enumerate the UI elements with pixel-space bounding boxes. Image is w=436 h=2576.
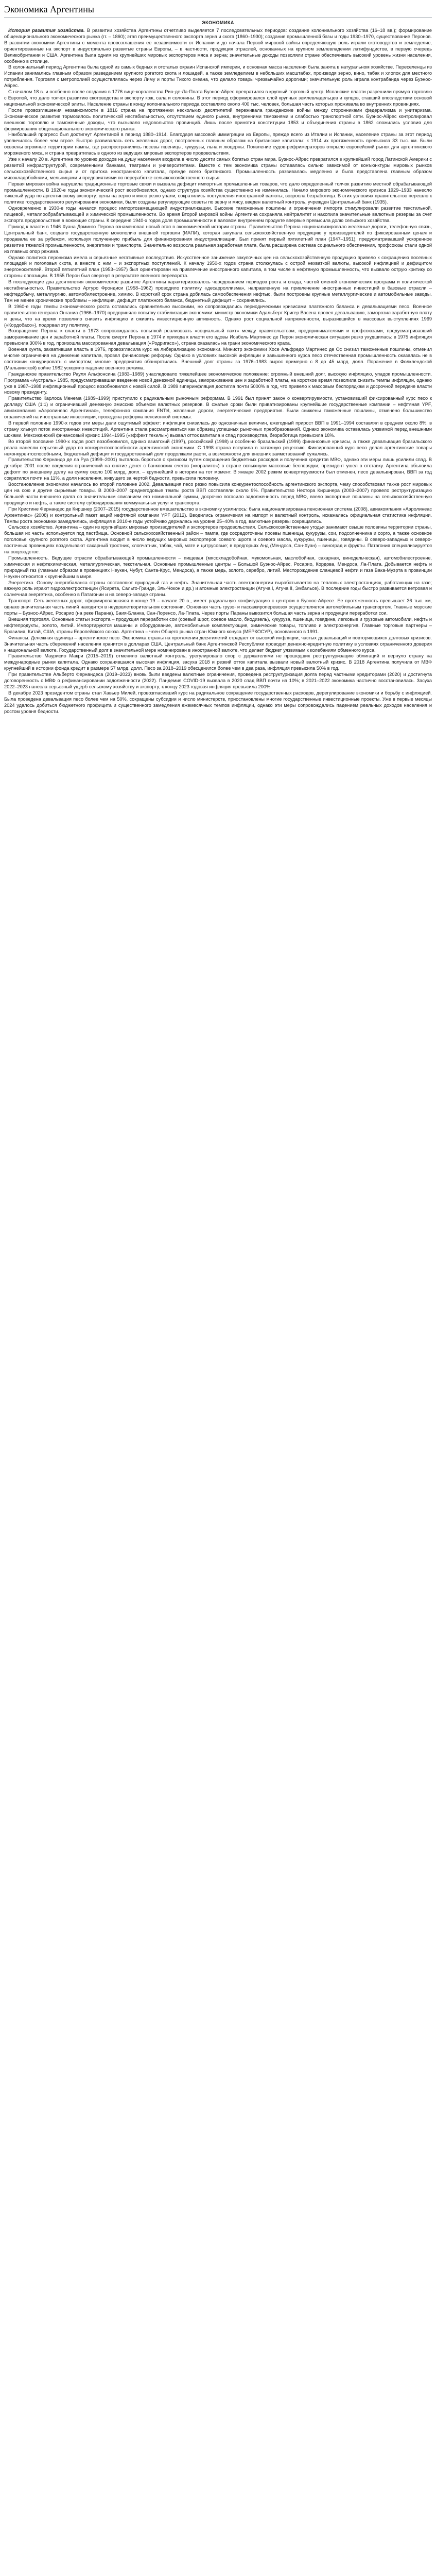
body-paragraph: Гражданское правительство Рауля Альфонсина (1983–1989) унаследовало тяжелейшее экономическое положение: огромный внешний долг, высокую инфляцию, упадок промышленности. Программа «Аустраль» 1985, предусматривавшая введение новой денежной единицы, замораживание цен и заработной платы, на короткое время позволила снизить темпы инфляции, однако уже в 1987–1988 инфляционный процесс возобновился с новой силой. В 1989 гиперинфляция достигла почти 5000% в год, что привело к массовым беспорядкам и досрочной передаче власти новому президенту. — [4, 371, 432, 395]
body-paragraph: Уже к началу 20 в. Аргентина по уровню доходов на душу населения входила в число десяти самых богатых стран мира. Буэнос-Айрес превратился в крупнейший город Латинской Америки с развитой инфраструктурой, современными банками, театрами и университетами. Вместе с тем экономика страны оставалась сильно зависимой от конъюнктуры мировых рынков сельскохозяйственного сырья и от притока иностранного капитала, прежде всего британского. Промышленность развивалась медленно и была представлена главным образом мясохладобойнями, мельницами и предприятиями по переработке сельскохозяйственного сырья. — [4, 157, 432, 180]
body-paragraph: Промышленность. Ведущие отрасли обрабатывающей промышленности – пищевая (мясохладобойная, мукомольная, маслобойная, сахарная, винодельческая), автомобилестроение, химическая и нефтехимическая, металлургическая, текстильная. Основные промышленные центры – Большой Буэнос-Айрес, Росарио, Кордова, Мендоса, Ла-Плата. Добывается нефть и природный газ (главным образом в провинциях Неукен, Чубут, Санта-Крус, Мендоса), а также медь, золото, серебро, литий. Месторождение сланцевой нефти и газа Вака-Муэрта в провинции Неукен относится к крупнейшим в мире. — [4, 555, 432, 579]
body-paragraph: Возвращение Перона к власти в 1973 сопровождалось попыткой реализовать «социальный пакт» между правительством, предпринимателями и профсоюзами, предусматривавший замораживание цен и заработной платы. После смерти Перона в 1974 и прихода к власти его вдовы Исабель Мартинес де Перон экономическая ситуация резко ухудшилась: в 1975 инфляция превысила 300% в год, произошла массированная девальвация («Родригасо»), страна оказалась на грани экономического краха. — [4, 328, 432, 346]
section-heading: ЭКОНОМИКА — [202, 20, 234, 25]
body-paragraph: Наибольший прогресс был достигнут Аргентиной в период 1880–1914. Благодаря массовой иммиграции из Европы, прежде всего из Италии и Испании, население страны за этот период увеличилось более чем втрое. Быстро развивалась сеть железных дорог, построенных главным образом на британские капиталы: к 1914 их протяженность превысила 33 тыс. км. Были освоены огромные территории пампы, где распространились посевы пшеницы, кукурузы, льна и люцерны. Появление судов-рефрижераторов открыло европейский рынок для аргентинского мороженого мяса, и страна превратилась в одного из ведущих мировых экспортеров продовольствия. — [4, 132, 432, 156]
body-paragraph: В декабре 2023 президентом страны стал Хавьер Милей, провозгласивший курс на радикальное сокращение государственных расходов, дерегулирование экономики и борьбу с инфляцией. Была проведена девальвация песо более чем на 50%, сокращены субсидии и число министерств, приостановлены многие государственные инвестиционные проекты. Уже в первые месяцы 2024 удалось добиться бюджетного профицита и существенного замедления ежемесячных темпов инфляции, однако эти меры сопровождались падением реальных доходов населения и ростом уровня бедности. — [4, 690, 432, 714]
body-paragraph: Однако политика перонизма имела и серьезные негативные последствия. Искусственное занижение закупочных цен на сельскохозяйственную продукцию привело к сокращению посевных площадей и поголовья скота, а вместе с ним – и экспортных поступлений. К началу 1950-х годов страна столкнулась с острой нехваткой валюты, высокой инфляцией и дефицитом энергоносителей. Второй пятилетний план (1953–1957) был ориентирован на привлечение иностранного капитала, в том числе в нефтяную промышленность, что вызвало острую критику со стороны оппозиции. В 1955 Перон был свергнут в результате военного переворота. — [4, 255, 432, 279]
body-paragraph: В 1960-е годы темпы экономического роста оставались сравнительно высокими, но сопровождались периодическими кризисами платежного баланса и девальвациями песо. Военное правительство генерала Онганиа (1966–1970) предприняло попытку стабилизации экономики: министр экономики Адальберт Кригер Васена провел девальвацию, заморозил заработную плату и цены, что на время позволило снизить инфляцию и оживить инвестиционную активность. Однако рост социальной напряженности, выразившийся в массовых выступлениях 1969 («Кордобасо»), подорвал эту политику. — [4, 303, 432, 328]
body-paragraph: С началом 18 в. и особенно после создания в 1776 вице-королевства Рио-де-Ла-Плата Буэнос-Айрес превратился в крупный торговый центр. Испанские власти разрешили прямую торговлю с Европой, что дало толчок развитию скотоводства и экспорту кож, сала и солонины. В этот период сформировался слой крупных землевладельцев и купцов, ставший впоследствии основой национальной экономической элиты. Население страны к концу колониального периода составляло около 400 тыс. человек, большая часть которых проживала во внутренних провинциях. — [4, 89, 432, 107]
intro-paragraph — [4, 28, 432, 64]
body-paragraph: Правительство Маурисио Макри (2015–2019) отменило валютный контроль, урегулировало спор с держателями не прошедших реструктуризацию облигаций и вернуло страну на международные рынки капитала. Однако сохранявшаяся высокая инфляция, засуха 2018 и резкий отток капитала вызвали новый валютный кризис. В 2018 Аргентина получила от МВФ крупнейший в истории фонда кредит в размере 57 млрд. долл. Песо за 2018–2019 обесценился более чем в два раза, инфляция превысила 50% в год. — [4, 653, 432, 671]
body-paragraph: Одновременно в 1930-е годы начался процесс импортозамещающей индустриализации. Высокие таможенные пошлины и ограничения импорта стимулировали развитие текстильной, пищевой, металлообрабатывающей и химической промышленности. Во время Второй мировой войны Аргентина сохраняла нейтралитет и накопила значительные валютные резервы за счет экспорта продовольствия в воюющие страны. К середине 1940-х годов доля промышленности в валовом внутреннем продукте впервые превысила долю сельского хозяйства. — [4, 206, 432, 224]
body-paragraph: Сельское хозяйство. Аргентина – один из крупнейших мировых производителей и экспортеров продовольствия. Сельскохозяйственные угодья занимают свыше половины территории страны, большая их часть используется под пастбища. Основной сельскохозяйственный район – пампа, где сосредоточены посевы пшеницы, кукурузы, сои, подсолнечника и сорго, а также основное поголовье крупного рогатого скота. Аргентина входит в число ведущих мировых экспортеров соевого шрота и соевого масла, кукурузы, пшеницы, говядины. В северо-западных и северо-восточных провинциях возделывают сахарный тростник, хлопчатник, табак, чай, мате и цитрусовые; в предгорьях Анд (Мендоса, Сан-Хуан) – виноград и фрукты. Патагония специализируется на овцеводстве. — [4, 524, 432, 555]
body-paragraph: При правительстве Альберто Фернандеса (2019–2023) вновь были введены валютные ограничения, проведена реструктуризация долга перед частными кредиторами (2020) и достигнута договоренность с МВФ о рефинансировании задолженности (2022). Пандемия COVID-19 вызвала в 2020 спад ВВП почти на 10%; в 2021–2022 экономика частично восстановилась. Засуха 2022–2023 нанесла серьезный ущерб сельскому хозяйству и экспорту; к концу 2023 годовая инфляция превысила 200%. — [4, 672, 432, 689]
body-paragraph: В последующие два десятилетия экономическое развитие Аргентины характеризовалось чередованием периодов роста и спада, частой сменой экономических программ и политической нестабильностью. Правительство Артуро Фрондиси (1958–1962) проводило политику «десарроллизма», направленную на привлечение иностранных инвестиций в базовые отрасли – нефтедобычу, металлургию, автомобилестроение, химию. В короткий срок страна добилась самообеспечения нефтью, были построены крупные металлургические и автомобильные заводы. Тем не менее хронические проблемы – инфляция, дефицит платежного баланса, бюджетный дефицит – сохранялись. — [4, 279, 432, 303]
body-paragraph: В первой половине 1990-х годов эти меры дали ощутимый эффект: инфляция снизилась до однозначных величин, ежегодный прирост ВВП в 1991–1994 составлял в среднем около 8%, в страну хлынул поток иностранных инвестиций. Аргентина стала рассматриваться как образец успешных рыночных преобразований. Однако экономика оставалась уязвимой перед внешними шоками. Мексиканский финансовый кризис 1994–1995 («эффект текилы») вызвал отток капитала и спад производства, безработица превысила 18%. — [4, 420, 432, 438]
page-title: Экономика Аргентины — [4, 4, 94, 14]
title-divider — [4, 17, 432, 18]
body-paragraph: Транспорт. Сеть железных дорог, сформировавшаяся в конце 19 – начале 20 в., имеет радиальную конфигурацию с центром в Буэнос-Айресе. Ее протяженность превышает 36 тыс. км, однако значительная часть линий находится в неудовлетворительном состоянии. Основная часть грузо- и пассажироперевозок осуществляется автомобильным транспортом. Главные морские порты – Буэнос-Айрес, Росарио (на реке Парана), Баия-Бланка, Сан-Лоренсо, Ла-Плата. Через порты Параны вывозится большая часть зерна и продукции переработки сои. — [4, 598, 432, 616]
body-paragraph: В колониальный период Аргентина была одной из самых бедных и отсталых окраин Испанской империи, и основная масса населения была занята в натуральном хозяйстве. Переселенцы из Испании занимались главным образом разведением крупного рогатого скота и лошадей, а также земледелием в небольших масштабах, производя зерно, вино, табак и хлопок для местного потребления. Торговля с метрополией осуществлялась через Лиму и порты Тихого океана, что делало товары чрезвычайно дорогими; значительную роль играла контрабанда через Буэнос-Айрес. — [4, 64, 432, 89]
body-paragraph: Восстановление экономики началось во второй половине 2002. Девальвация песо резко повысила конкурентоспособность аргентинского экспорта, чему способствовал также рост мировых цен на сою и другие сырьевые товары. В 2003–2007 среднегодовые темпы роста ВВП составляли около 9%. Правительство Нестора Киршнера (2003–2007) провело реструктуризацию большей части внешнего долга со значительным списанием его номинальной суммы, досрочно погасило задолженность перед МВФ, ввело экспортные пошлины на сельскохозяйственную продукцию и нефть, а также систему субсидирования коммунальных услуг и транспорта. — [4, 482, 432, 505]
intro-lead: История развития хозяйства. — [8, 28, 85, 33]
body-paragraph: Правительство Карлоса Менема (1989–1999) приступило к радикальным рыночным реформам. В 1991 был принят закон о конвертируемости, установивший фиксированный курс песо к доллару США (1:1) и ограничивший денежную эмиссию объемом валютных резервов. В сжатые сроки были приватизированы крупнейшие государственные компании – нефтяная YPF, авиакомпания «Аэролинеас Архентинас», телефонная компания ENTel, железные дороги, энергетические предприятия. Были снижены таможенные пошлины, отменено большинство ограничений на иностранные инвестиции, проведена реформа пенсионной системы. — [4, 396, 432, 420]
body-paragraph: Энергетика. Основу энергобаланса страны составляют природный газ и нефть. Значительная часть электроэнергии вырабатывается на тепловых электростанциях, работающих на газе; важную роль играют гидроэлектростанции (Ясирета, Сальто-Гранде, Эль-Чокон и др.) и атомные электростанции (Атуча I, Атуча II, Эмбальсе). В последние годы быстро развивается ветровая и солнечная энергетика, особенно в Патагонии и на северо-западе страны. — [4, 580, 432, 598]
body-paragraph: Правительство Фернандо де ла Руа (1999–2001) пыталось бороться с кризисом путем сокращения бюджетных расходов и получения кредитов МВФ, однако эти меры лишь усилили спад. В декабре 2001 после введения ограничений на снятие денег с банковских счетов («коралито») в стране вспыхнули массовые беспорядки; президент ушел в отставку. Аргентина объявила дефолт по внешнему долгу на сумму около 100 млрд. долл. – крупнейший в истории на тот момент. В январе 2002 режим конвертируемости был отменен, песо девальвирован, ВВП за год сократился почти на 11%, а доля населения, живущего за чертой бедности, превысила половину. — [4, 457, 432, 481]
body-paragraph: Финансы. Денежная единица – аргентинское песо. Экономика страны на протяжении десятилетий страдает от высокой инфляции, частых девальваций и повторяющихся долговых кризисов. Значительная часть сбережений населения хранится в долларах США. Центральный банк Аргентинской Республики проводит денежно-кредитную политику в условиях ограниченного доверия к национальной валюте. Государственный долг в значительной мере номинирован в иностранной валюте, что делает бюджет уязвимым к колебаниям обменного курса. — [4, 635, 432, 653]
body-paragraph: После провозглашения независимости в 1816 страна на протяжении нескольких десятилетий переживала гражданские войны между сторонниками федерализма и унитаризма. Экономическое развитие тормозилось политической нестабильностью, отсутствием единого рынка, внутренними таможнями и слабостью транспортной сети. Буэнос-Айрес контролировал внешнюю торговлю и таможенные доходы, что вызывало недовольство провинций. Лишь после принятия конституции 1853 и объединения страны в 1862 сложились условия для формирования общенационального экономического рынка. — [4, 107, 432, 131]
body-paragraph: Первая мировая война нарушила традиционные торговые связи и вызвала дефицит импортных промышленных товаров, что дало определенный толчок развитию местной обрабатывающей промышленности. В 1920-е годы экономический рост возобновился, однако структура хозяйства существенно не изменилась. Начало мирового экономического кризиса 1929–1933 нанесло тяжелый удар по аргентинскому экспорту: цены на зерно и мясо резко упали, сократились поступления иностранной валюты, возросла безработица. В этих условиях правительство перешло к политике государственного регулирования экономики, были созданы регулирующие советы по зерну и мясу, введен валютный контроль, учрежден Центральный банк (1935). — [4, 181, 432, 205]
body-paragraph: Внешняя торговля. Основные статьи экспорта – продукция переработки сои (соевый шрот, соевое масло, биодизель), кукуруза, пшеница, говядина, легковые и грузовые автомобили, нефть и нефтепродукты, золото, литий. Импортируются машины и оборудование, автомобильные комплектующие, химические товары, топливо и электроэнергия. Главные торговые партнеры – Бразилия, Китай, США, страны Европейского союза. Аргентина – член Общего рынка стран Южного конуса (МЕРКОСУР), основанного в 1991. — [4, 617, 432, 634]
body-paragraph: Военная хунта, захватившая власть в 1976, провозгласила курс на либерализацию экономики. Министр экономики Хосе Альфредо Мартинес де Ос снизил таможенные пошлины, отменил многие ограничения на движение капитала, провел финансовую реформу. Однако в условиях высокой инфляции и завышенного курса песо отечественная промышленность оказалась не в состоянии конкурировать с импортом; многие предприятия обанкротились. Внешний долг страны за 1976–1983 вырос примерно с 8 до 45 млрд. долл. Поражение в Фолклендской (Мальвинской) войне 1982 ускорило падение военного режима. — [4, 347, 432, 370]
body-paragraph: При Кристине Фернандес де Киршнер (2007–2015) государственное вмешательство в экономику усилилось: была национализирована пенсионная система (2008), авиакомпания «Аэролинеас Архентинас» (2008) и контрольный пакет акций нефтяной компании YPF (2012). Вводились ограничения на импорт и валютный контроль, искажалась официальная статистика инфляции. Темпы роста экономики замедлились, инфляция в 2010-е годы устойчиво держалась на уровне 25–40% в год, валютные резервы сокращались. — [4, 506, 432, 524]
article-body — [4, 28, 432, 715]
body-paragraph: Во второй половине 1990-х годов рост возобновился, однако азиатский (1997), российский (1998) и особенно бразильский (1999) финансовые кризисы, а также девальвация бразильского реала нанесли серьезный удар по конкурентоспособности аргентинской экономики. С 1998 страна вступила в затяжную рецессию. Фиксированный курс песо делал аргентинские товары неконкурентоспособными, бюджетный дефицит и государственный долг продолжали расти, а возможности для внешних заимствований сужались. — [4, 438, 432, 456]
intro-text: В развитии хозяйства Аргентины отчетливо выделяется 7 последовательных периодов: создание колониального хозяйства (16–18 вв.); формирование общенационального экономического рынка (гг. – 1860); этап преимущественного экспорта зерна и скота (1860–1930); создание промышленной базы и годы 1930–1970, существование Перонов. В развитии экономики Аргентины с момента провозглашения ее независимости от Испании и до начала Первой мировой войны определяющую роль играли скотоводство и земледелие, ориентированные на экспорт в индустриально развитые страны Европы, – в частности, продукция отраслей, основанных на крупном землевладении латифундистов, в первую очередь Великобритании и США. Аргентина была одним из крупнейших мировых экспортеров мяса и зерна; значительные доходы позволяли стране обеспечивать высокий уровень жизни населения, особенно в столице. — [4, 28, 432, 64]
body-paragraph: Приход к власти в 1946 Хуана Доминго Перона ознаменовал новый этап в экономической истории страны. Правительство Перона национализировало железные дороги, телефонную связь, Центральный банк, создало государственную монополию внешней торговли (ИАПИ), которая закупала сельскохозяйственную продукцию у производителей по фиксированным ценам и продавала ее за рубежом, используя полученную прибыль для финансирования индустриализации. Был принят первый пятилетний план (1947–1951), предусматривавший ускоренное развитие тяжелой промышленности, энергетики и транспорта. Значительно возросла реальная заработная плата, была расширена система социального обеспечения, профсоюзы стали одной из главных опор режима. — [4, 224, 432, 254]
